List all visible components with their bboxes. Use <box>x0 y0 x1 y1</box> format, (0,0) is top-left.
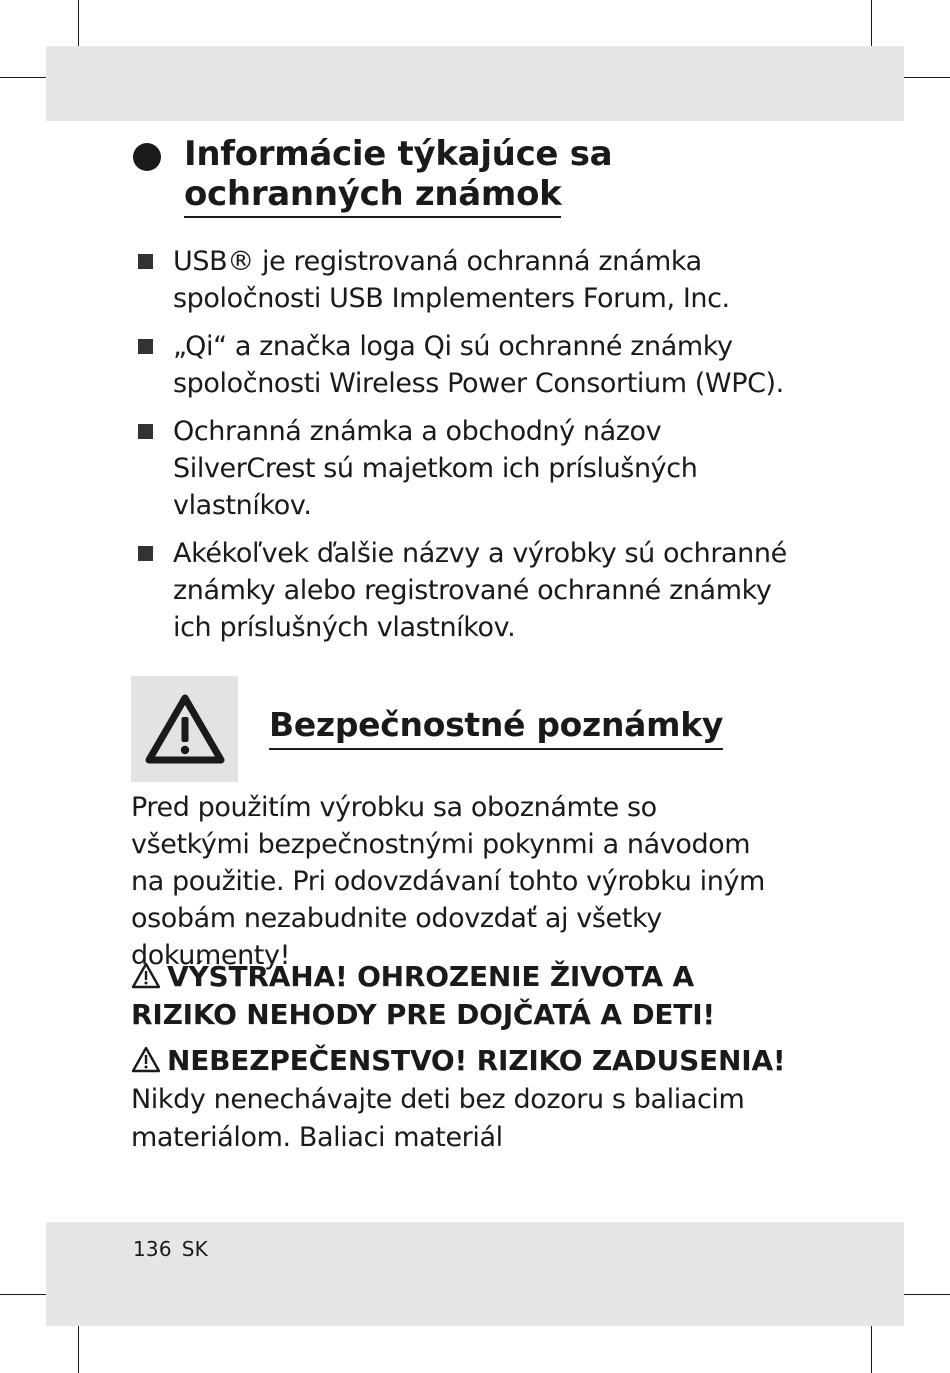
warning-body: Nikdy nenechávajte deti bez dozoru s baliacim materiálom. Baliaci materiál <box>131 1084 745 1153</box>
safety-intro-paragraph: Pred použitím výrobku sa oboznámte so všetkými bezpečnostnými pokynmi a návodom na použitie. Pri odovzdávaní tohto výrobku iným osobám nezabudnite odovzdať aj všetky dokumenty! <box>131 792 765 971</box>
square-bullet-icon <box>138 254 153 269</box>
filled-circle-icon <box>133 143 161 171</box>
warning-triangle-icon <box>131 962 161 989</box>
list-item <box>0 328 793 402</box>
warning-icon-box <box>131 676 238 782</box>
warning-triangle-icon <box>131 1046 161 1073</box>
list-item <box>0 243 793 317</box>
page-number: 136 <box>133 1237 172 1261</box>
section-title-trademarks <box>184 134 612 218</box>
warning-suffocation <box>131 1042 791 1157</box>
list-item-text: Ochranná známka a obchodný názov SilverCrest sú majetkom ich príslušných vlastníkov. <box>173 416 698 521</box>
square-bullet-icon <box>138 339 153 354</box>
title-line-2: ochranných známok <box>184 174 561 218</box>
list-item-text: „Qi“ a značka loga Qi sú ochranné známky spoločnosti Wireless Power Consortium (WPC). <box>173 331 784 399</box>
trademark-list <box>0 243 950 657</box>
warning-life-danger <box>131 958 791 1034</box>
language-code: SK <box>181 1237 208 1261</box>
list-item-text: USB® je registrovaná ochranná známka spoločnosti USB Implementers Forum, Inc. <box>173 246 730 314</box>
square-bullet-icon <box>138 546 153 561</box>
warning-heading: NEBEZPEČENSTVO! RIZIKO ZADUSENIA! <box>167 1044 786 1077</box>
list-item <box>0 535 793 646</box>
list-item <box>0 413 793 524</box>
title-line-1: Informácie týkajúce sa <box>184 134 613 174</box>
page-footer <box>133 1236 208 1262</box>
list-item-text: Akékoľvek ďalšie názvy a výrobky sú ochranné známky alebo registrované ochranné známky ich príslušných vlastníkov. <box>173 538 787 643</box>
section-title-safety: Bezpečnostné poznámky <box>269 704 723 750</box>
square-bullet-icon <box>138 424 153 439</box>
header-band <box>46 46 904 121</box>
warning-triangle-icon <box>144 693 226 765</box>
warning-text: VÝSTRAHA! OHROZENIE ŽIVOTA A RIZIKO NEHODY PRE DOJČATÁ A DETI! <box>131 960 715 1031</box>
